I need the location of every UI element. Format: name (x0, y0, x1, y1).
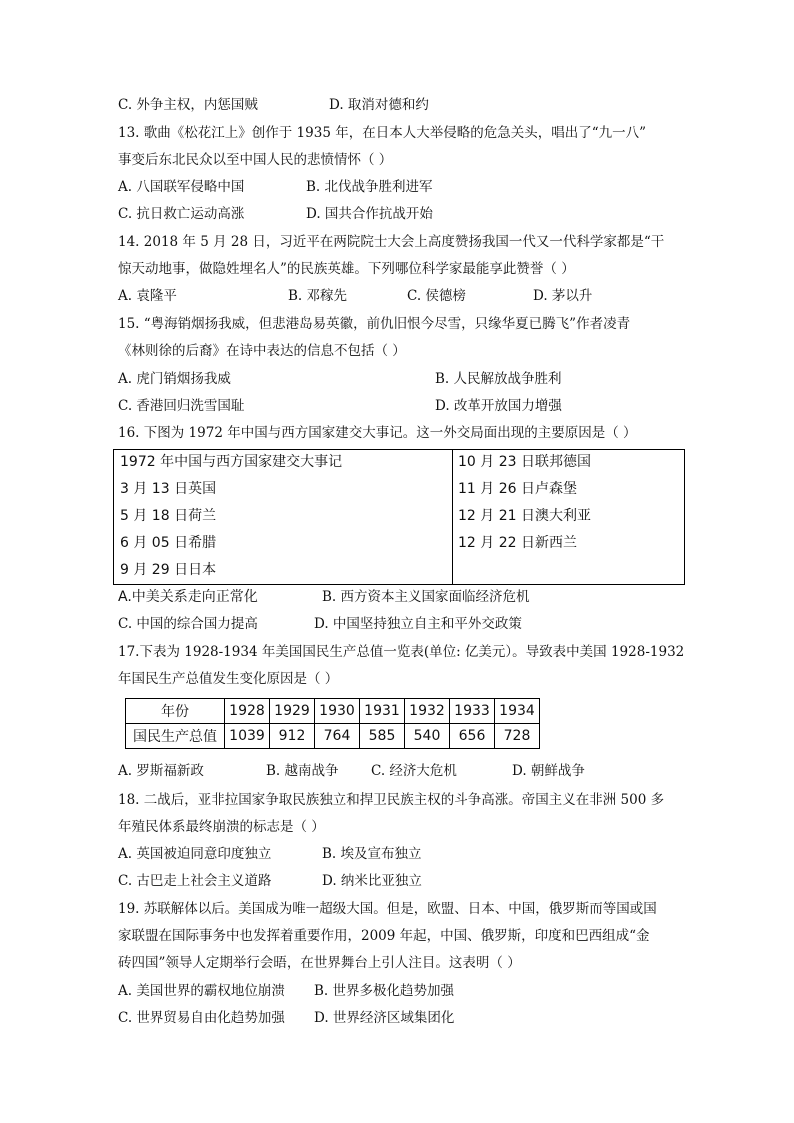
q17-gnp-table (125, 698, 540, 749)
q18-stem-line-2: 年殖民体系最终崩溃的标志是（ ） (118, 819, 325, 835)
q19-option-a: A. 美国世界的霸权地位崩溃 (118, 983, 285, 999)
q13-stem-line-1: 13. 歌曲《松花江上》创作于 1935 年，在日本人大举侵略的危急关头，唱出了“九一八” (118, 125, 647, 141)
q14-stem-line-2: 惊天动地事，做隐姓埋名人”的民族英雄。下列哪位科学家最能享此赞誉（ ） (118, 261, 575, 277)
table-cell-year: 1933 (450, 699, 495, 724)
q15-option-c: C. 香港回归洗雪国耻 (118, 398, 245, 414)
q16-option-c: C. 中国的综合国力提高 (118, 616, 258, 632)
q14-option-b: B. 邓稼先 (288, 288, 348, 304)
q16-right-item: 11 月 26 日卢森堡 (458, 481, 577, 497)
q19-stem-line-3: 砖四国”领导人定期举行会晤，在世界舞台上引人注目。这表明（ ） (118, 955, 521, 971)
table-cell-year: 1930 (315, 699, 360, 724)
table-cell-value: 764 (315, 724, 360, 749)
q12-option-d: D. 取消对德和约 (329, 97, 429, 113)
q17-option-d: D. 朝鲜战争 (512, 763, 585, 779)
q14-option-c: C. 侯德榜 (407, 288, 466, 304)
q16-left-item: 6 月 05 日希腊 (120, 535, 217, 551)
q19-stem-line-2: 家联盟在国际事务中也发挥着重要作用，2009 年起，中国、俄罗斯，印度和巴西组成“金 (118, 928, 650, 944)
q16-option-b: B. 西方资本主义国家面临经济危机 (322, 589, 530, 605)
q13-option-c: C. 抗日救亡运动高涨 (118, 206, 245, 222)
table-row-label: 国民生产总值 (126, 724, 225, 749)
q16-right-item: 12 月 22 日新西兰 (458, 535, 577, 551)
table-cell-value: 540 (405, 724, 450, 749)
q18-option-b: B. 埃及宣布独立 (322, 846, 422, 862)
q18-option-c: C. 古巴走上社会主义道路 (118, 873, 272, 889)
q18-stem-line-1: 18. 二战后，亚非拉国家争取民族独立和捍卫民族主权的斗争高涨。帝国主义在非洲 500 多 (118, 792, 665, 808)
q16-left-item: 9 月 29 日日本 (120, 562, 217, 578)
table-cell-value: 728 (495, 724, 540, 749)
table-cell-value: 585 (360, 724, 405, 749)
table-cell-year: 1932 (405, 699, 450, 724)
q17-stem-line-2: 年国民生产总值发生变化原因是（ ） (118, 671, 339, 687)
q15-option-d: D. 改革开放国力增强 (435, 398, 562, 414)
table-row-values (126, 724, 540, 749)
q15-stem-line-1: 15. “粤海销烟扬我威，但悲港岛易英徽，前仇旧恨今尽雪，只缘华夏已腾飞”作者凌青 (118, 316, 631, 332)
q17-stem-line-1: 17.下表为 1928-1934 年美国国民生产总值一览表(单位: 亿美元）。导致表中美国 1928-1932 (118, 644, 685, 660)
table-row-years (126, 699, 540, 724)
q13-option-a: A. 八国联军侵略中国 (118, 179, 245, 195)
q14-stem-line-1: 14. 2018 年 5 月 28 日，习近平在两院院士大会上高度赞扬我国一代又一代科学家都是“干 (118, 234, 665, 250)
q16-option-d: D. 中国坚持独立自主和平外交政策 (314, 616, 522, 632)
q18-option-a: A. 英国被迫同意印度独立 (118, 846, 272, 862)
table-cell-value: 912 (270, 724, 315, 749)
q16-left-item: 3 月 13 日英国 (120, 481, 217, 497)
q16-box-title: 1972 年中国与西方国家建交大事记 (120, 454, 343, 470)
q17-option-c: C. 经济大危机 (371, 763, 457, 779)
q16-stem: 16. 下图为 1972 年中国与西方国家建交大事记。这一外交局面出现的主要原因是（ ） (118, 425, 637, 441)
q19-stem-line-1: 19. 苏联解体以后。美国成为唯一超级大国。但是，欧盟、日本、中国，俄罗斯而等国或国 (118, 901, 657, 917)
q16-timeline-box (113, 449, 685, 585)
q14-option-d: D. 茅以升 (533, 288, 593, 304)
table-cell-value: 1039 (225, 724, 270, 749)
q15-stem-line-2: 《林则徐的后裔》在诗中表达的信息不包括（ ） (118, 343, 406, 359)
q12-option-c: C. 外争主权，内惩国贼 (118, 97, 258, 113)
q17-option-a: A. 罗斯福新政 (118, 763, 204, 779)
q13-stem-line-2: 事变后东北民众以至中国人民的悲愤情怀（ ） (118, 152, 393, 168)
q16-left-item: 5 月 18 日荷兰 (120, 508, 217, 524)
q19-option-d: D. 世界经济区域集团化 (314, 1010, 455, 1026)
q13-option-d: D. 国共合作抗战开始 (306, 206, 433, 222)
q16-option-a: A.中美关系走向正常化 (118, 589, 258, 605)
q19-option-b: B. 世界多极化趋势加强 (314, 983, 455, 999)
q19-option-c: C. 世界贸易自由化趋势加强 (118, 1010, 285, 1026)
q16-box-divider (452, 450, 453, 584)
q16-right-item: 10 月 23 日联邦德国 (458, 454, 591, 470)
q13-option-b: B. 北伐战争胜利进军 (306, 179, 433, 195)
table-row-label: 年份 (126, 699, 225, 724)
q15-option-b: B. 人民解放战争胜利 (435, 371, 562, 387)
table-cell-value: 656 (450, 724, 495, 749)
table-cell-year: 1931 (360, 699, 405, 724)
table-cell-year: 1928 (225, 699, 270, 724)
q17-option-b: B. 越南战争 (266, 763, 339, 779)
q14-option-a: A. 袁隆平 (118, 288, 177, 304)
q15-option-a: A. 虎门销烟扬我威 (118, 371, 231, 387)
q18-option-d: D. 纳米比亚独立 (322, 873, 422, 889)
q16-right-item: 12 月 21 日澳大利亚 (458, 508, 591, 524)
table-cell-year: 1929 (270, 699, 315, 724)
table-cell-year: 1934 (495, 699, 540, 724)
